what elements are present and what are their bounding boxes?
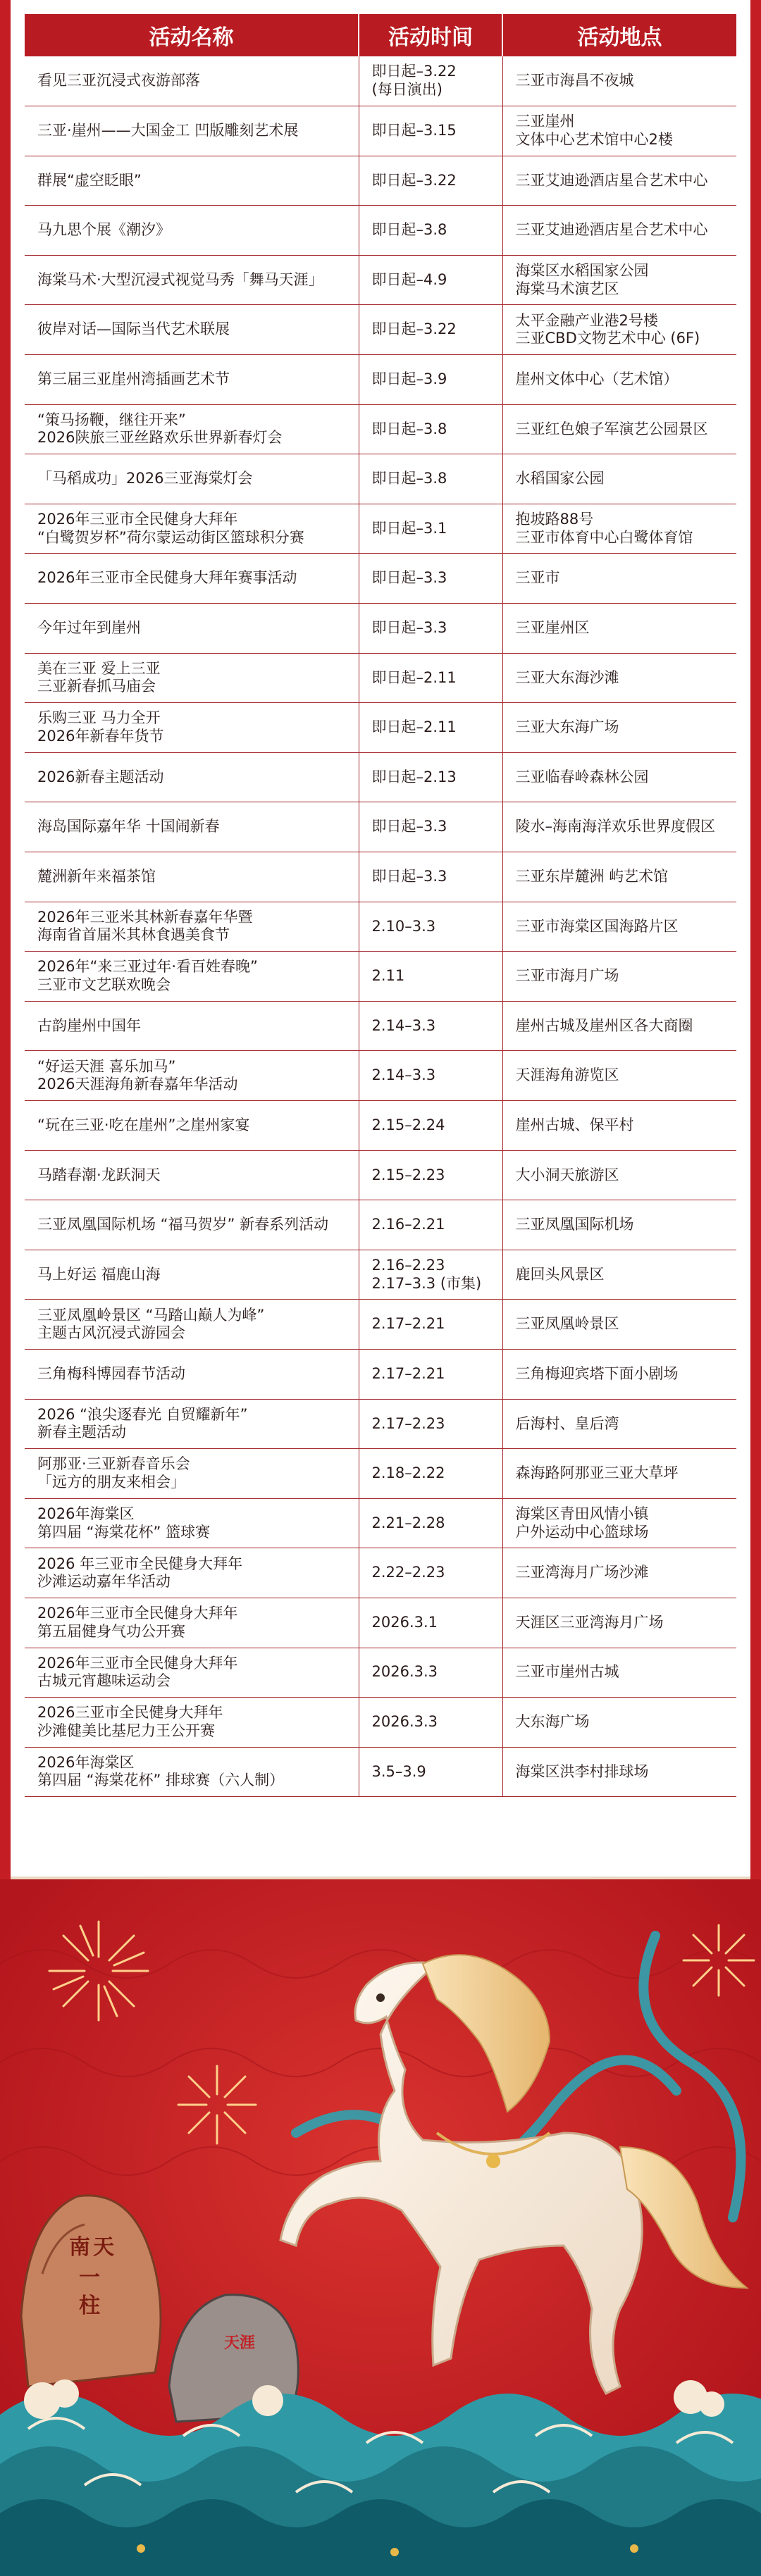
activity-time-cell: 2.17–2.23 — [359, 1399, 502, 1449]
activity-name-cell: 三亚·崖州——大国金工 凹版雕刻艺术展 — [25, 106, 359, 156]
activity-name-cell: 海棠马术·大型沉浸式视觉马秀「舞马天涯」 — [25, 255, 359, 305]
header-activity-name: 活动名称 — [25, 14, 359, 56]
table-row — [25, 56, 736, 106]
activity-name-cell: 2026年三亚市全民健身大拜年 第五届健身气功公开赛 — [25, 1598, 359, 1648]
table-row — [25, 355, 736, 405]
table-row — [25, 554, 736, 604]
activity-time-cell: 3.5–3.9 — [359, 1747, 502, 1797]
rock-text: 天涯 — [224, 2334, 256, 2351]
activity-name-cell: 2026年“来三亚过年·看百姓春晚” 三亚市文艺联欢晚会 — [25, 952, 359, 1002]
activity-time-cell: 2.16–2.23 2.17–3.3 (市集) — [359, 1250, 502, 1300]
activity-time-cell: 即日起–3.22 — [359, 156, 502, 206]
activity-time-cell: 2.14–3.3 — [359, 1001, 502, 1051]
table-row — [25, 1150, 736, 1200]
activity-time-cell: 2.15–2.23 — [359, 1150, 502, 1200]
activity-name-cell: “好运天涯 喜乐加马” 2026天涯海角新春嘉年华活动 — [25, 1051, 359, 1101]
activity-place-cell: 大小洞天旅游区 — [502, 1150, 736, 1200]
activity-place-cell: 海棠区青田风情小镇 户外运动中心篮球场 — [502, 1498, 736, 1548]
header-activity-time: 活动时间 — [359, 14, 502, 56]
activity-name-cell: 麓洲新年来福茶馆 — [25, 852, 359, 902]
activity-name-cell: 2026年三亚市全民健身大拜年 古城元宵趣味运动会 — [25, 1648, 359, 1698]
header-activity-place: 活动地点 — [502, 14, 736, 56]
activity-time-cell: 2.17–2.21 — [359, 1300, 502, 1350]
activity-name-cell: “玩在三亚·吃在崖州”之崖州家宴 — [25, 1100, 359, 1150]
activity-name-cell: 2026新春主题活动 — [25, 752, 359, 802]
activity-place-cell: 太平金融产业港2号楼 三亚CBD文物艺术中心 (6F) — [502, 305, 736, 355]
activity-place-cell: 海棠区洪李村排球场 — [502, 1747, 736, 1797]
activity-place-cell: 崖州文体中心（艺术馆） — [502, 355, 736, 405]
activity-time-cell: 即日起–3.8 — [359, 404, 502, 454]
table-row — [25, 1598, 736, 1648]
activity-time-cell: 即日起–3.22 — [359, 305, 502, 355]
activity-name-cell: 马上好运 福鹿山海 — [25, 1250, 359, 1300]
activity-time-cell: 即日起–3.3 — [359, 554, 502, 604]
activity-time-cell: 2.22–2.23 — [359, 1548, 502, 1598]
table-row — [25, 106, 736, 156]
activity-place-cell: 崖州古城、保平村 — [502, 1100, 736, 1150]
activity-place-cell: 天涯海角游览区 — [502, 1051, 736, 1101]
table-row — [25, 1100, 736, 1150]
activity-time-cell: 即日起–2.13 — [359, 752, 502, 802]
activity-place-cell: 崖州古城及崖州区各大商圈 — [502, 1001, 736, 1051]
activity-time-cell: 2026.3.1 — [359, 1598, 502, 1648]
activity-place-cell: 抱坡路88号 三亚市体育中心白鹭体育馆 — [502, 504, 736, 554]
events-card — [11, 0, 750, 1879]
table-row — [25, 454, 736, 504]
table-row — [25, 802, 736, 852]
activity-place-cell: 海棠区水稻国家公园 海棠马术演艺区 — [502, 255, 736, 305]
table-body — [25, 56, 736, 1797]
activity-time-cell: 2.11 — [359, 952, 502, 1002]
activity-place-cell: 三亚东岸麓洲 屿艺术馆 — [502, 852, 736, 902]
table-row — [25, 1747, 736, 1797]
activity-name-cell: 2026年海棠区 第四届 “海棠花杯” 排球赛（六人制） — [25, 1747, 359, 1797]
activity-place-cell: 三亚市崖州古城 — [502, 1648, 736, 1698]
activity-time-cell: 即日起–3.8 — [359, 206, 502, 256]
activity-name-cell: 古韵崖州中国年 — [25, 1001, 359, 1051]
table-row — [25, 952, 736, 1002]
activity-name-cell: 第三届三亚崖州湾插画艺术节 — [25, 355, 359, 405]
activity-place-cell: 三亚凤凰岭景区 — [502, 1300, 736, 1350]
table-row — [25, 1250, 736, 1300]
activity-time-cell: 2026.3.3 — [359, 1648, 502, 1698]
activity-place-cell: 三亚大东海沙滩 — [502, 653, 736, 703]
activity-name-cell: 彼岸对话—国际当代艺术联展 — [25, 305, 359, 355]
activity-place-cell: 三亚崖州区 — [502, 604, 736, 654]
activity-name-cell: 三亚凤凰国际机场 “福马贺岁” 新春系列活动 — [25, 1200, 359, 1250]
activity-name-cell: 三亚凤凰岭景区 “马踏山巅人为峰” 主题古风沉浸式游园会 — [25, 1300, 359, 1350]
table-row — [25, 1001, 736, 1051]
activity-time-cell: 即日起–3.15 — [359, 106, 502, 156]
activity-place-cell: 三亚市 — [502, 554, 736, 604]
activity-place-cell: 大东海广场 — [502, 1698, 736, 1748]
activity-place-cell: 三亚市海昌不夜城 — [502, 56, 736, 106]
activity-time-cell: 即日起–3.22 (每日演出) — [359, 56, 502, 106]
activity-name-cell: 马九思个展《潮汐》 — [25, 206, 359, 256]
horse-artwork — [0, 1879, 761, 2576]
activity-place-cell: 森海路阿那亚三亚大草坪 — [502, 1449, 736, 1499]
activity-place-cell: 鹿回头风景区 — [502, 1250, 736, 1300]
activity-place-cell: 三亚大东海广场 — [502, 703, 736, 753]
table-row — [25, 1200, 736, 1250]
table-row — [25, 206, 736, 256]
activity-place-cell: 后海村、皇后湾 — [502, 1399, 736, 1449]
table-row — [25, 255, 736, 305]
activity-place-cell: 三角梅迎宾塔下面小剧场 — [502, 1349, 736, 1399]
activity-place-cell: 水稻国家公园 — [502, 454, 736, 504]
activity-time-cell: 2.15–2.24 — [359, 1100, 502, 1150]
pillar-text-3: 一 — [79, 2266, 100, 2289]
pillar-text-1: 南 — [69, 2236, 90, 2259]
activity-name-cell: 海岛国际嘉年华 十国闹新春 — [25, 802, 359, 852]
activity-place-cell: 三亚艾迪逊酒店星合艺术中心 — [502, 156, 736, 206]
activity-time-cell: 即日起–3.3 — [359, 852, 502, 902]
activity-name-cell: 群展“虚空眨眼” — [25, 156, 359, 206]
pillar-text-2: 天 — [93, 2236, 114, 2259]
activity-name-cell: 2026 年三亚市全民健身大拜年 沙滩运动嘉年华活动 — [25, 1548, 359, 1598]
table-row — [25, 1300, 736, 1350]
activity-name-cell: 2026年海棠区 第四届 “海棠花杯” 篮球赛 — [25, 1498, 359, 1548]
table-row — [25, 1648, 736, 1698]
table-row — [25, 1349, 736, 1399]
activity-name-cell: 2026三亚市全民健身大拜年 沙滩健美比基尼力王公开赛 — [25, 1698, 359, 1748]
activity-name-cell: 美在三亚 爱上三亚 三亚新春抓马庙会 — [25, 653, 359, 703]
activity-place-cell: 三亚凤凰国际机场 — [502, 1200, 736, 1250]
activity-place-cell: 三亚临春岭森林公园 — [502, 752, 736, 802]
activity-time-cell: 2.18–2.22 — [359, 1449, 502, 1499]
activity-name-cell: 今年过年到崖州 — [25, 604, 359, 654]
activity-name-cell: 乐购三亚 马力全开 2026年新春年货节 — [25, 703, 359, 753]
table-row — [25, 404, 736, 454]
activity-name-cell: 三角梅科博园春节活动 — [25, 1349, 359, 1399]
activity-name-cell: 2026年三亚市全民健身大拜年赛事活动 — [25, 554, 359, 604]
activity-place-cell: 三亚艾迪逊酒店星合艺术中心 — [502, 206, 736, 256]
activity-place-cell: 三亚红色娘子军演艺公园景区 — [502, 404, 736, 454]
pillar-text-4: 柱 — [79, 2294, 100, 2317]
table-row — [25, 1698, 736, 1748]
activity-time-cell: 即日起–2.11 — [359, 703, 502, 753]
table-row — [25, 1399, 736, 1449]
table-row — [25, 1051, 736, 1101]
table-row — [25, 752, 736, 802]
activity-time-cell: 即日起–3.1 — [359, 504, 502, 554]
activity-time-cell: 即日起–4.9 — [359, 255, 502, 305]
activity-time-cell: 即日起–3.8 — [359, 454, 502, 504]
activity-name-cell: 看见三亚沉浸式夜游部落 — [25, 56, 359, 106]
activity-place-cell: 三亚市海棠区国海路片区 — [502, 902, 736, 952]
activity-time-cell: 即日起–3.9 — [359, 355, 502, 405]
activity-time-cell: 2.10–3.3 — [359, 902, 502, 952]
activity-time-cell: 即日起–3.3 — [359, 604, 502, 654]
activity-time-cell: 2026.3.3 — [359, 1698, 502, 1748]
table-row — [25, 703, 736, 753]
activity-time-cell: 2.21–2.28 — [359, 1498, 502, 1548]
activity-name-cell: 2026 “浪尖逐春光 自贸耀新年” 新春主题活动 — [25, 1399, 359, 1449]
table-row — [25, 1449, 736, 1499]
table-row — [25, 1498, 736, 1548]
activity-name-cell: 「马稻成功」2026三亚海棠灯会 — [25, 454, 359, 504]
activity-name-cell: “策马扬鞭，继往开来” 2026陕旅三亚丝路欢乐世界新春灯会 — [25, 404, 359, 454]
activity-name-cell: 马踏春潮·龙跃洞天 — [25, 1150, 359, 1200]
activity-name-cell: 2026年三亚市全民健身大拜年 “白鹭贺岁杯”荷尔蒙运动街区篮球积分赛 — [25, 504, 359, 554]
table-header — [25, 14, 736, 56]
table-row — [25, 305, 736, 355]
activity-name-cell: 2026年三亚米其林新春嘉年华暨 海南省首届米其林食遇美食节 — [25, 902, 359, 952]
activity-place-cell: 陵水–海南海洋欢乐世界度假区 — [502, 802, 736, 852]
events-table — [25, 14, 736, 1797]
activity-place-cell: 三亚崖州 文体中心艺术馆中心2楼 — [502, 106, 736, 156]
activity-place-cell: 三亚市海月广场 — [502, 952, 736, 1002]
table-row — [25, 852, 736, 902]
activity-time-cell: 2.16–2.21 — [359, 1200, 502, 1250]
table-row — [25, 604, 736, 654]
table-row — [25, 156, 736, 206]
table-row — [25, 902, 736, 952]
table-row — [25, 1548, 736, 1598]
table-row — [25, 653, 736, 703]
activity-time-cell: 2.17–2.21 — [359, 1349, 502, 1399]
activity-time-cell: 2.14–3.3 — [359, 1051, 502, 1101]
activity-place-cell: 三亚湾海月广场沙滩 — [502, 1548, 736, 1598]
activity-name-cell: 阿那亚·三亚新春音乐会 「远方的朋友来相会」 — [25, 1449, 359, 1499]
table-row — [25, 504, 736, 554]
activity-place-cell: 天涯区三亚湾海月广场 — [502, 1598, 736, 1648]
activity-time-cell: 即日起–2.11 — [359, 653, 502, 703]
activity-time-cell: 即日起–3.3 — [359, 802, 502, 852]
